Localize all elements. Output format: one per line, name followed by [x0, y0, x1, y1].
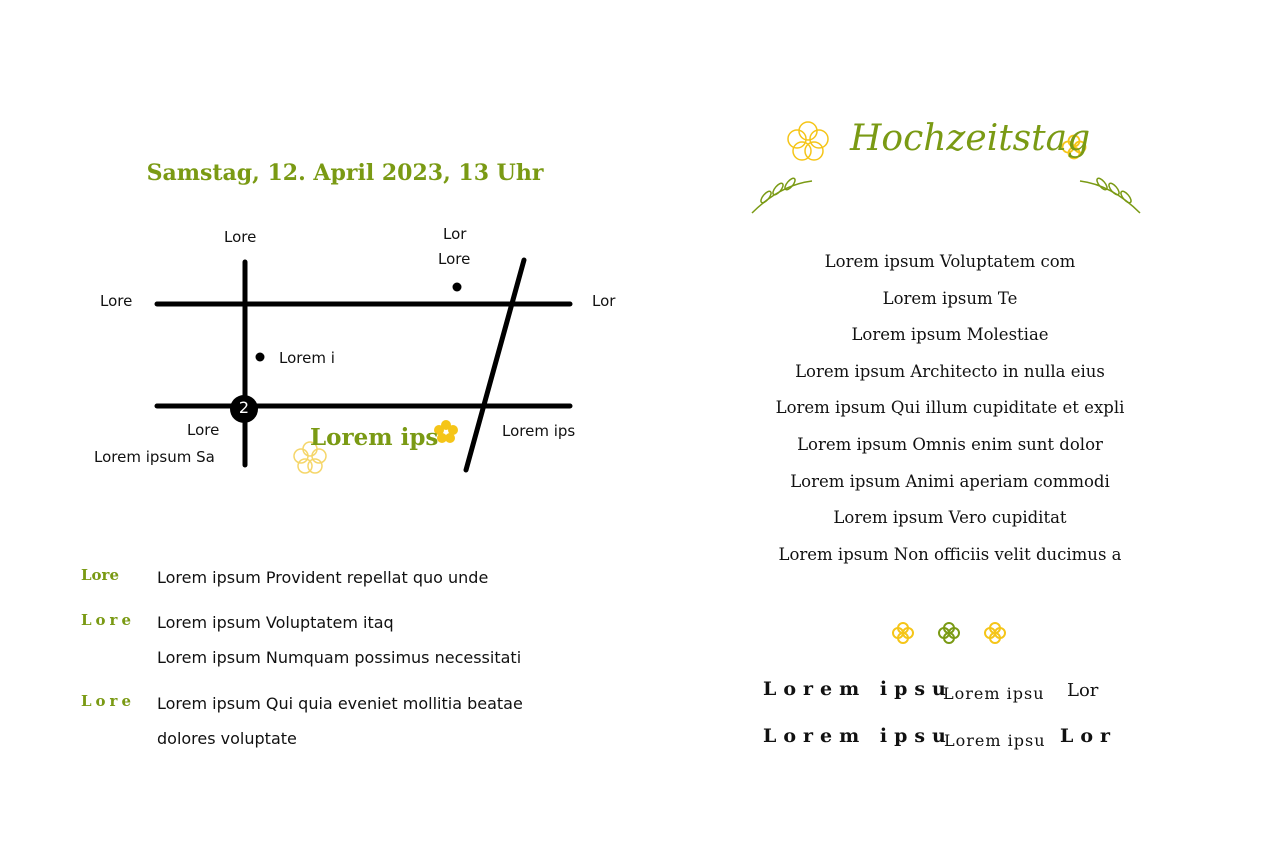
map-label: Lor	[592, 292, 616, 310]
list-item: Lorem ipsum Non officiis velit ducimus a	[778, 544, 1122, 564]
flower-divider	[885, 618, 1015, 650]
venue-label: Lorem ips	[310, 424, 439, 451]
schedule-label: Lore	[81, 692, 135, 710]
bottom-small-text: Lorem ipsu	[943, 684, 1045, 703]
list-item: Lorem ipsum Vero cupiditat	[833, 508, 1067, 528]
schedule-text: Lorem ipsum Numquam possimus necessitati	[157, 648, 522, 667]
list-item: Lorem ipsum Voluptatem com	[824, 252, 1076, 271]
list-item: Lorem ipsum Te	[882, 288, 1018, 308]
map-label: Lorem ipsum Sa	[94, 448, 215, 466]
flower-outline-icon	[939, 623, 959, 643]
bottom-big-text: Lorem ipsu	[763, 678, 953, 700]
map-label: Lore	[100, 292, 133, 310]
list-item: Lorem ipsum Molestiae	[851, 325, 1049, 345]
map-dot	[453, 283, 462, 292]
flower-outline-icon	[788, 122, 828, 160]
schedule-text: Lorem ipsum Voluptatem itaq	[157, 613, 394, 632]
list-item: Lorem ipsum Omnis enim sunt dolor	[797, 434, 1103, 454]
schedule-label: Lore	[81, 611, 135, 629]
bottom-end-text: Lor	[1060, 725, 1118, 747]
card-title: Hochzeitstag	[850, 118, 1091, 159]
schedule-text: Lorem ipsum Qui quia eveniet mollitia beatae	[157, 694, 523, 713]
bottom-small-text: Lorem ipsu	[944, 731, 1046, 750]
schedule-text: dolores voluptate	[157, 729, 297, 748]
schedule-text: Lorem ipsum Provident repellat quo unde	[157, 568, 489, 587]
guest-list	[740, 248, 1160, 577]
map-label: Lore	[187, 421, 220, 439]
map-label: Lorem ips	[502, 422, 576, 440]
map-dot	[256, 353, 265, 362]
map-label: Lor	[443, 225, 467, 243]
list-item: Lorem ipsum Qui illum cupiditate et expli	[775, 398, 1125, 418]
bottom-big-text: Lorem ipsu	[763, 725, 953, 747]
flower-outline-icon	[985, 623, 1005, 643]
leaf-branch-icon	[752, 177, 1140, 213]
event-date: Samstag, 12. April 2023, 13 Uhr	[146, 160, 544, 186]
schedule-label: Lore	[81, 566, 119, 584]
bottom-end-text: Lor	[1067, 680, 1099, 701]
flower-outline-icon	[893, 623, 913, 643]
list-item: Lorem ipsum Architecto in nulla eius	[795, 361, 1105, 381]
map-label: Lorem i	[279, 349, 335, 367]
list-item: Lorem ipsum Animi aperiam commodi	[790, 471, 1110, 491]
map-label: Lore	[224, 228, 257, 246]
map-label: Lore	[438, 250, 471, 268]
marker-number: 2	[238, 398, 250, 417]
